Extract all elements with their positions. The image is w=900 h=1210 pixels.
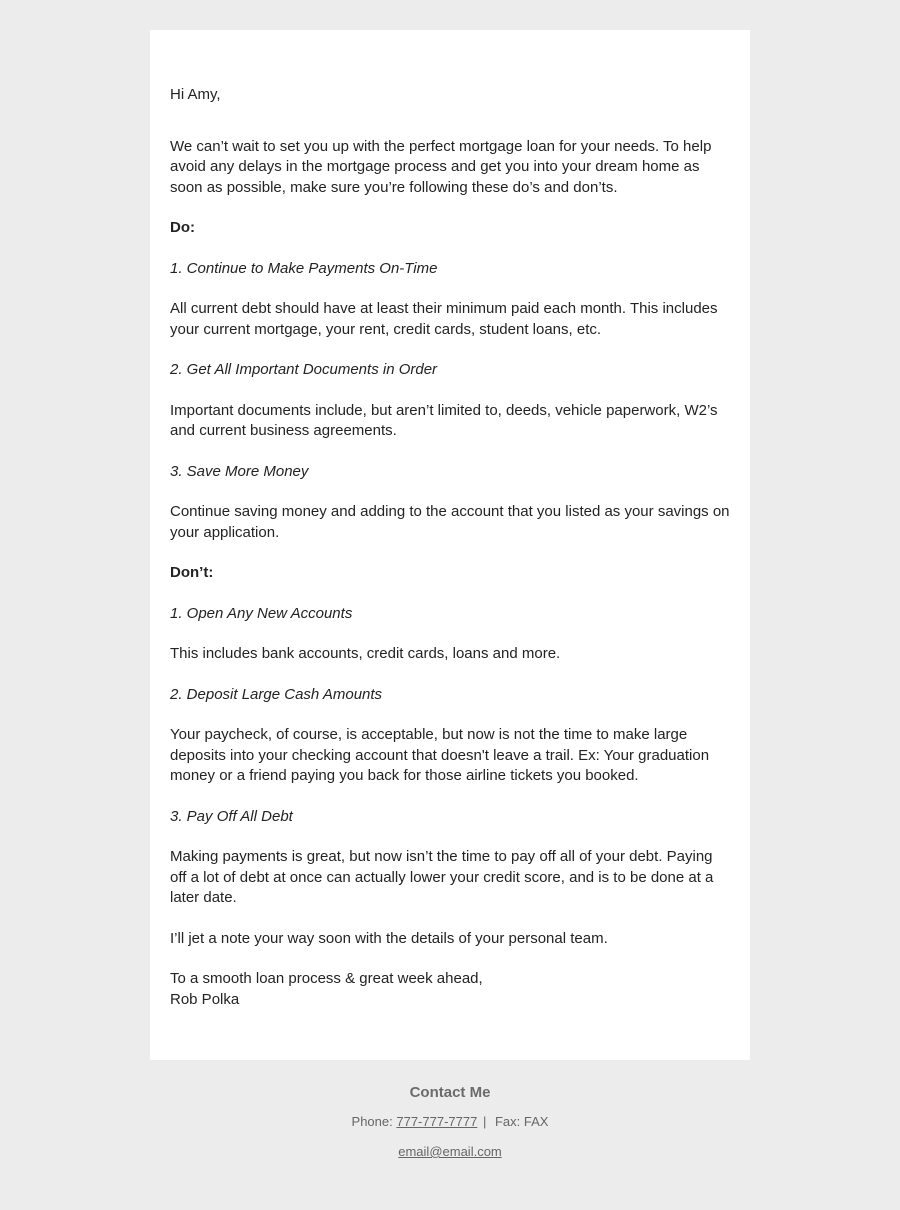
do-item-2-body: Important documents include, but aren’t limited to, deeds, vehicle paperwork, W2’s and current business agreements.: [170, 401, 718, 439]
do-item-1-title: 1. Continue to Make Payments On-Time: [170, 259, 438, 277]
phone-link[interactable]: 777-777-7777: [396, 1114, 478, 1129]
email-line: [0, 1144, 900, 1159]
email-body-card: [150, 30, 750, 1060]
dont-heading: Don’t:: [170, 564, 214, 581]
greeting-text: Hi Amy,: [170, 86, 221, 103]
phone-label: Phone:: [351, 1114, 393, 1129]
phone-fax-line: [0, 1114, 900, 1129]
email-card-wrapper: [150, 0, 750, 1060]
sender-name: Rob Polka: [170, 990, 240, 1008]
dont-item-2-title: 2. Deposit Large Cash Amounts: [170, 685, 383, 703]
dont-item-2-body: Your paycheck, of course, is acceptable, but now is not the time to make large deposits into your checking account that doesn't leave a trail. Ex: Your graduation money or a friend paying you back for those airline tickets you booked.: [170, 726, 710, 784]
closing-note: I’ll jet a note your way soon with the details of your personal team.: [170, 929, 608, 947]
do-item-1-body: All current debt should have at least their minimum paid each month. This includes your current mortgage, your rent, credit cards, student loans, etc.: [170, 300, 718, 338]
email-link[interactable]: email@email.com: [398, 1144, 502, 1159]
fax-label: Fax:: [494, 1114, 521, 1129]
dont-item-3-title: 3. Pay Off All Debt: [170, 807, 293, 825]
do-item-2-title: 2. Get All Important Documents in Order: [170, 361, 438, 378]
signoff-block: [170, 969, 730, 1010]
signoff-line: To a smooth loan process & great week ahead,: [170, 970, 483, 987]
contact-me-heading: Contact Me: [409, 1084, 491, 1101]
dont-item-3-body: Making payments is great, but now isn’t the time to pay off all of your debt. Paying off a lot of debt at once can actually lower your credit score, and is to be done at a later date.: [170, 848, 714, 906]
separator: |: [482, 1114, 487, 1129]
dont-item-1-body: This includes bank accounts, credit cards, loans and more.: [170, 645, 561, 662]
fax-value: FAX: [523, 1114, 549, 1129]
intro-paragraph: We can’t wait to set you up with the perfect mortgage loan for your needs. To help avoid any delays in the mortgage process and get you into your dream home as soon as possible, make sure you’re following these do’s and don’ts.: [170, 137, 712, 196]
do-heading: Do:: [170, 219, 195, 236]
email-footer: [0, 1060, 900, 1210]
do-item-3-body: Continue saving money and adding to the account that you listed as your savings on your application.: [170, 503, 730, 541]
do-item-3-title: 3. Save More Money: [170, 462, 309, 480]
dont-item-1-title: 1. Open Any New Accounts: [170, 604, 353, 622]
